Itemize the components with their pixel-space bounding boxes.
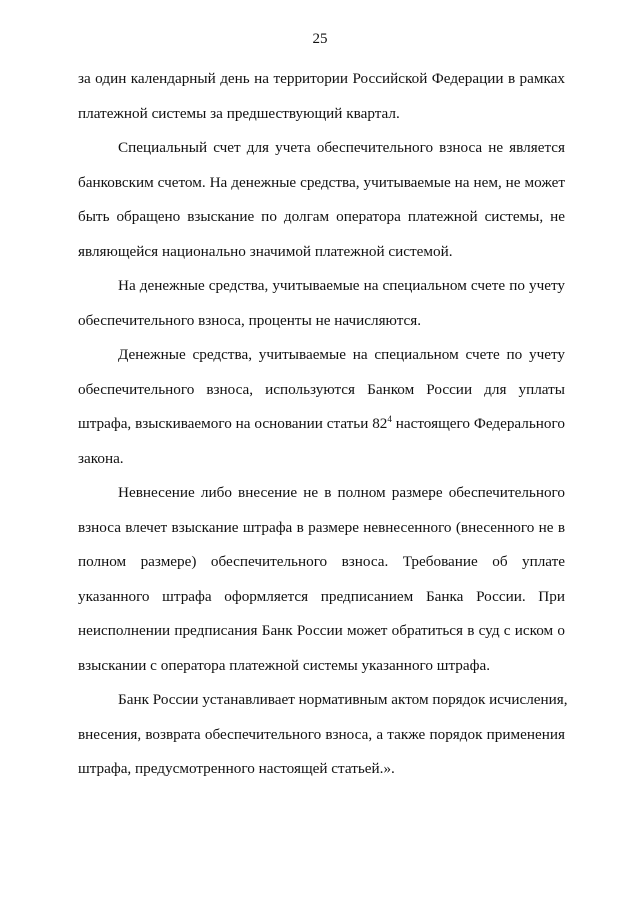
text-line: закона. (78, 449, 124, 467)
text-line: неисполнении предписания Банк России может обратиться в суд с иском о (78, 622, 565, 640)
text-line: Невнесение либо внесение не в полном размере обеспечительного (118, 484, 565, 501)
text-line: обеспечительного взноса, используются Банком России для уплаты (78, 380, 565, 398)
superscript: 4 (387, 414, 392, 425)
text-line: платежной системы за предшествующий квартал. (78, 104, 400, 122)
text-line: Денежные средства, учитываемые на специальном счете по учету (118, 346, 565, 363)
paragraph-fine-usage (78, 338, 565, 476)
page-number: 25 (312, 31, 328, 47)
paragraph-continuation (78, 62, 565, 131)
paragraph-special-account (78, 131, 565, 269)
paragraph-bank-regulation (78, 683, 568, 787)
text-line: за один календарный день на территории Российской Федерации в рамках (78, 70, 565, 87)
text-line: обеспечительного взноса, проценты не начисляются. (78, 311, 422, 329)
text-line: взыскании с оператора платежной системы указанного штрафа. (78, 656, 491, 674)
text-line: полном размере) обеспечительного взноса. Требование об уплате (78, 553, 565, 571)
text-line: указанного штрафа оформляется предписанием Банка России. При (78, 587, 565, 605)
article-reference: штрафа, взыскиваемого на основании статьи 82 (78, 415, 388, 433)
article-reference-tail: настоящего Федерального (391, 415, 565, 433)
paragraph-non-payment (78, 476, 565, 684)
text-line: банковским счетом. На денежные средства, учитываемые на нем, не может (78, 173, 565, 191)
text-line: Банк России устанавливает нормативным актом порядок исчисления, (118, 691, 568, 708)
paragraph-no-interest (78, 269, 565, 338)
text-line: взноса влечет взыскание штрафа в размере невнесенного (внесенного не в (78, 518, 565, 536)
text-line: внесения, возврата обеспечительного взноса, а также порядок применения (78, 725, 565, 743)
text-line: Специальный счет для учета обеспечительного взноса не является (118, 139, 565, 156)
text-line-with-superscript (78, 407, 565, 442)
text-line: штрафа, предусмотренного настоящей статьей.». (78, 760, 395, 778)
text-line: являющейся национально значимой платежной системой. (78, 242, 453, 260)
text-line: быть обращено взыскание по долгам оператора платежной системы, не (78, 208, 565, 226)
text-line: На денежные средства, учитываемые на специальном счете по учету (118, 277, 565, 294)
